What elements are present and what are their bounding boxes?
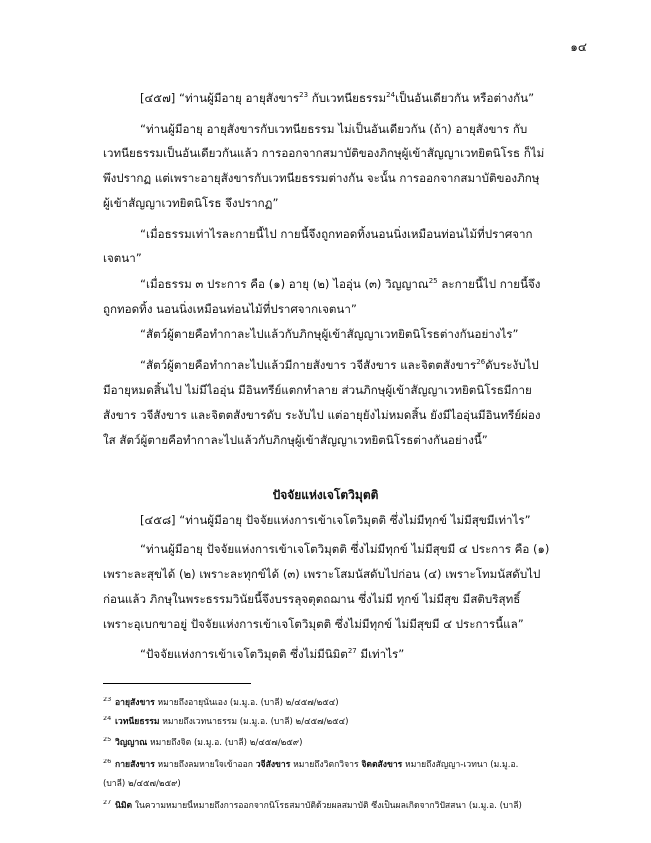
text-line: เพราะละสุขได้ (๒) เพราะละทุกข์ได้ (๓) เพราะโสมนัสดับไปก่อน (๔) เพราะโทมนัสดับไป <box>103 567 541 581</box>
footnote-24: 24 เวทนียธรรม หมายถึงเวทนาธรรม (ม.มู.อ. (บาลี) ๒/๔๕๗/๒๕๔) <box>103 716 349 727</box>
text-line: “เมื่อธรรม ๓ ประการ คือ (๑) อายุ (๒) ไออุ่น (๓) วิญญาณ$^{25}$ ละกายนี้ไป กายนี้จึง <box>140 277 541 291</box>
paragraph-458-question: [๔๕๘] “ท่านผู้มีอายุ ปัจจัยแห่งการเข้าเจโตวิมุตติ ซึ่งไม่มีทุกข์ ไม่มีสุขมีเท่าไร” <box>140 513 531 527</box>
text-line: เพราะอุเบกขาอยู่ ปัจจัยแห่งการเข้าเจโตวิมุตติ ซึ่งไม่มีทุกข์ ไม่มีสุขมี ๔ ประการนี้แล” <box>103 617 524 631</box>
text-line: ใส สัตว์ผู้ตายคือทำกาละไปแล้วกับภิกษุผู้เข้าสัญญาเวทยิตนิโรธต่างกันอย่างนี้” <box>103 433 488 447</box>
footnote-ref-23[interactable]: 23 <box>299 91 309 100</box>
footnote-ref-27[interactable]: 27 <box>347 647 357 656</box>
text-line: “ปัจจัยแห่งการเข้าเจโตวิมุตติ ซึ่งไม่มีนิมิต$^{27}$ มีเท่าไร” <box>140 647 405 661</box>
footnote-25: 25 วิญญาณ หมายถึงจิต (ม.มู.อ. (บาลี) ๒/๔๕๗/๒๕๙) <box>103 737 303 748</box>
text-line: เวทนียธรรมเป็นอันเดียวกันแล้ว การออกจากสมาบัติของภิกษุผู้เข้าสัญญาเวทยิตนิโรธ ก็ไม่ <box>103 146 545 160</box>
text-line: ก่อนแล้ว ภิกษุในพระธรรมวินัยนี้จึงบรรลุจตุตถฌาน ซึ่งไม่มี ทุกข์ ไม่มีสุข มีสติบริสุทธิ์ <box>103 592 521 606</box>
text-line: สังขาร วจีสังขาร และจิตตสังขารดับ ระงับไป แต่อายุยังไม่หมดสิ้น ยังมีไออุ่นมีอินทรีย์ผ่อง <box>103 408 541 422</box>
footnote-26-cont: (บาลี) ๒/๔๕๗/๒๕๙) <box>103 779 181 789</box>
text-line: “สัตว์ผู้ตายคือทำกาละไปแล้วกับภิกษุผู้เข้าสัญญาเวทยิตนิโรธต่างกันอย่างไร” <box>140 327 519 341</box>
text-line: “สัตว์ผู้ตายคือทำกาละไปแล้วมีกายสังขาร วจีสังขาร และจิตตสังขาร$^{26}$ดับระงับไป <box>140 358 539 372</box>
footnote-27: 27 นิมิต ในความหมายนี้หมายถึงการออกจากนิโรธสมาบัติด้วยผลสมาบัติ ซึ่งเป็นผลเกิดจากวิปัสสนา (ม.มู.อ. (บาลี) <box>103 800 522 811</box>
footnote-ref-25[interactable]: 25 <box>428 277 438 286</box>
text-line: เจตนา” <box>103 251 142 265</box>
text-line: ถูกทอดทิ้ง นอนนิ่งเหมือนท่อนไม้ที่ปราศจากเจตนา” <box>103 302 357 316</box>
text-line: “เมื่อธรรมเท่าไรละกายนี้ไป กายนี้จึงถูกทอดทิ้งนอนนิ่งเหมือนท่อนไม้ที่ปราศจาก <box>140 227 533 241</box>
footnote-26: 26 กายสังขาร หมายถึงลมหายใจเข้าออก วจีสังขาร หมายถึงวิตกวิจาร จิตตสังขาร หมายถึงสัญญา-เวทนา (ม.มู.อ. <box>103 759 519 770</box>
text-line: พึงปรากฏ แต่เพราะอายุสังขารกับเวทนียธรรมต่างกัน จะนั้น การออกจากสมาบัติของภิกษุ <box>103 171 540 185</box>
section-heading: ปัจจัยแห่งเจโตวิมุตติ <box>272 488 379 502</box>
page-number: ๑๔ <box>570 40 587 54</box>
footnote-23: 23 อายุสังขาร หมายถึงอายุนั่นเอง (ม.มู.อ. (บาลี) ๒/๔๕๗/๒๕๔) <box>103 697 339 708</box>
text-line: มีอายุหมดสิ้นไป ไม่มีไออุ่น มีอินทรีย์แตกทำลาย ส่วนภิกษุผู้เข้าสัญญาเวทยิตนิโรธมีกาย <box>103 383 532 397</box>
footnote-ref-24[interactable]: 24 <box>386 91 396 100</box>
text-line: “ท่านผู้มีอายุ อายุสังขารกับเวทนียธรรม ไม่เป็นอันเดียวกัน (ถ้า) อายุสังขาร กับ <box>140 122 528 136</box>
footnote-divider <box>103 683 251 684</box>
text-line: “ท่านผู้มีอายุ ปัจจัยแห่งการเข้าเจโตวิมุตติ ซึ่งไม่มีทุกข์ ไม่มีสุขมี ๔ ประการ คือ (๑) <box>140 542 550 556</box>
paragraph-457-question: [๔๕๗] “ท่านผู้มีอายุ อายุสังขาร$^{23}$ กับเวทนียธรรม$^{24}$เป็นอันเดียวกัน หรือต่างกัน” <box>140 91 535 105</box>
footnote-ref-26[interactable]: 26 <box>476 358 486 367</box>
text-line: ผู้เข้าสัญญาเวทยิตนิโรธ จึงปรากฏ” <box>103 196 279 210</box>
